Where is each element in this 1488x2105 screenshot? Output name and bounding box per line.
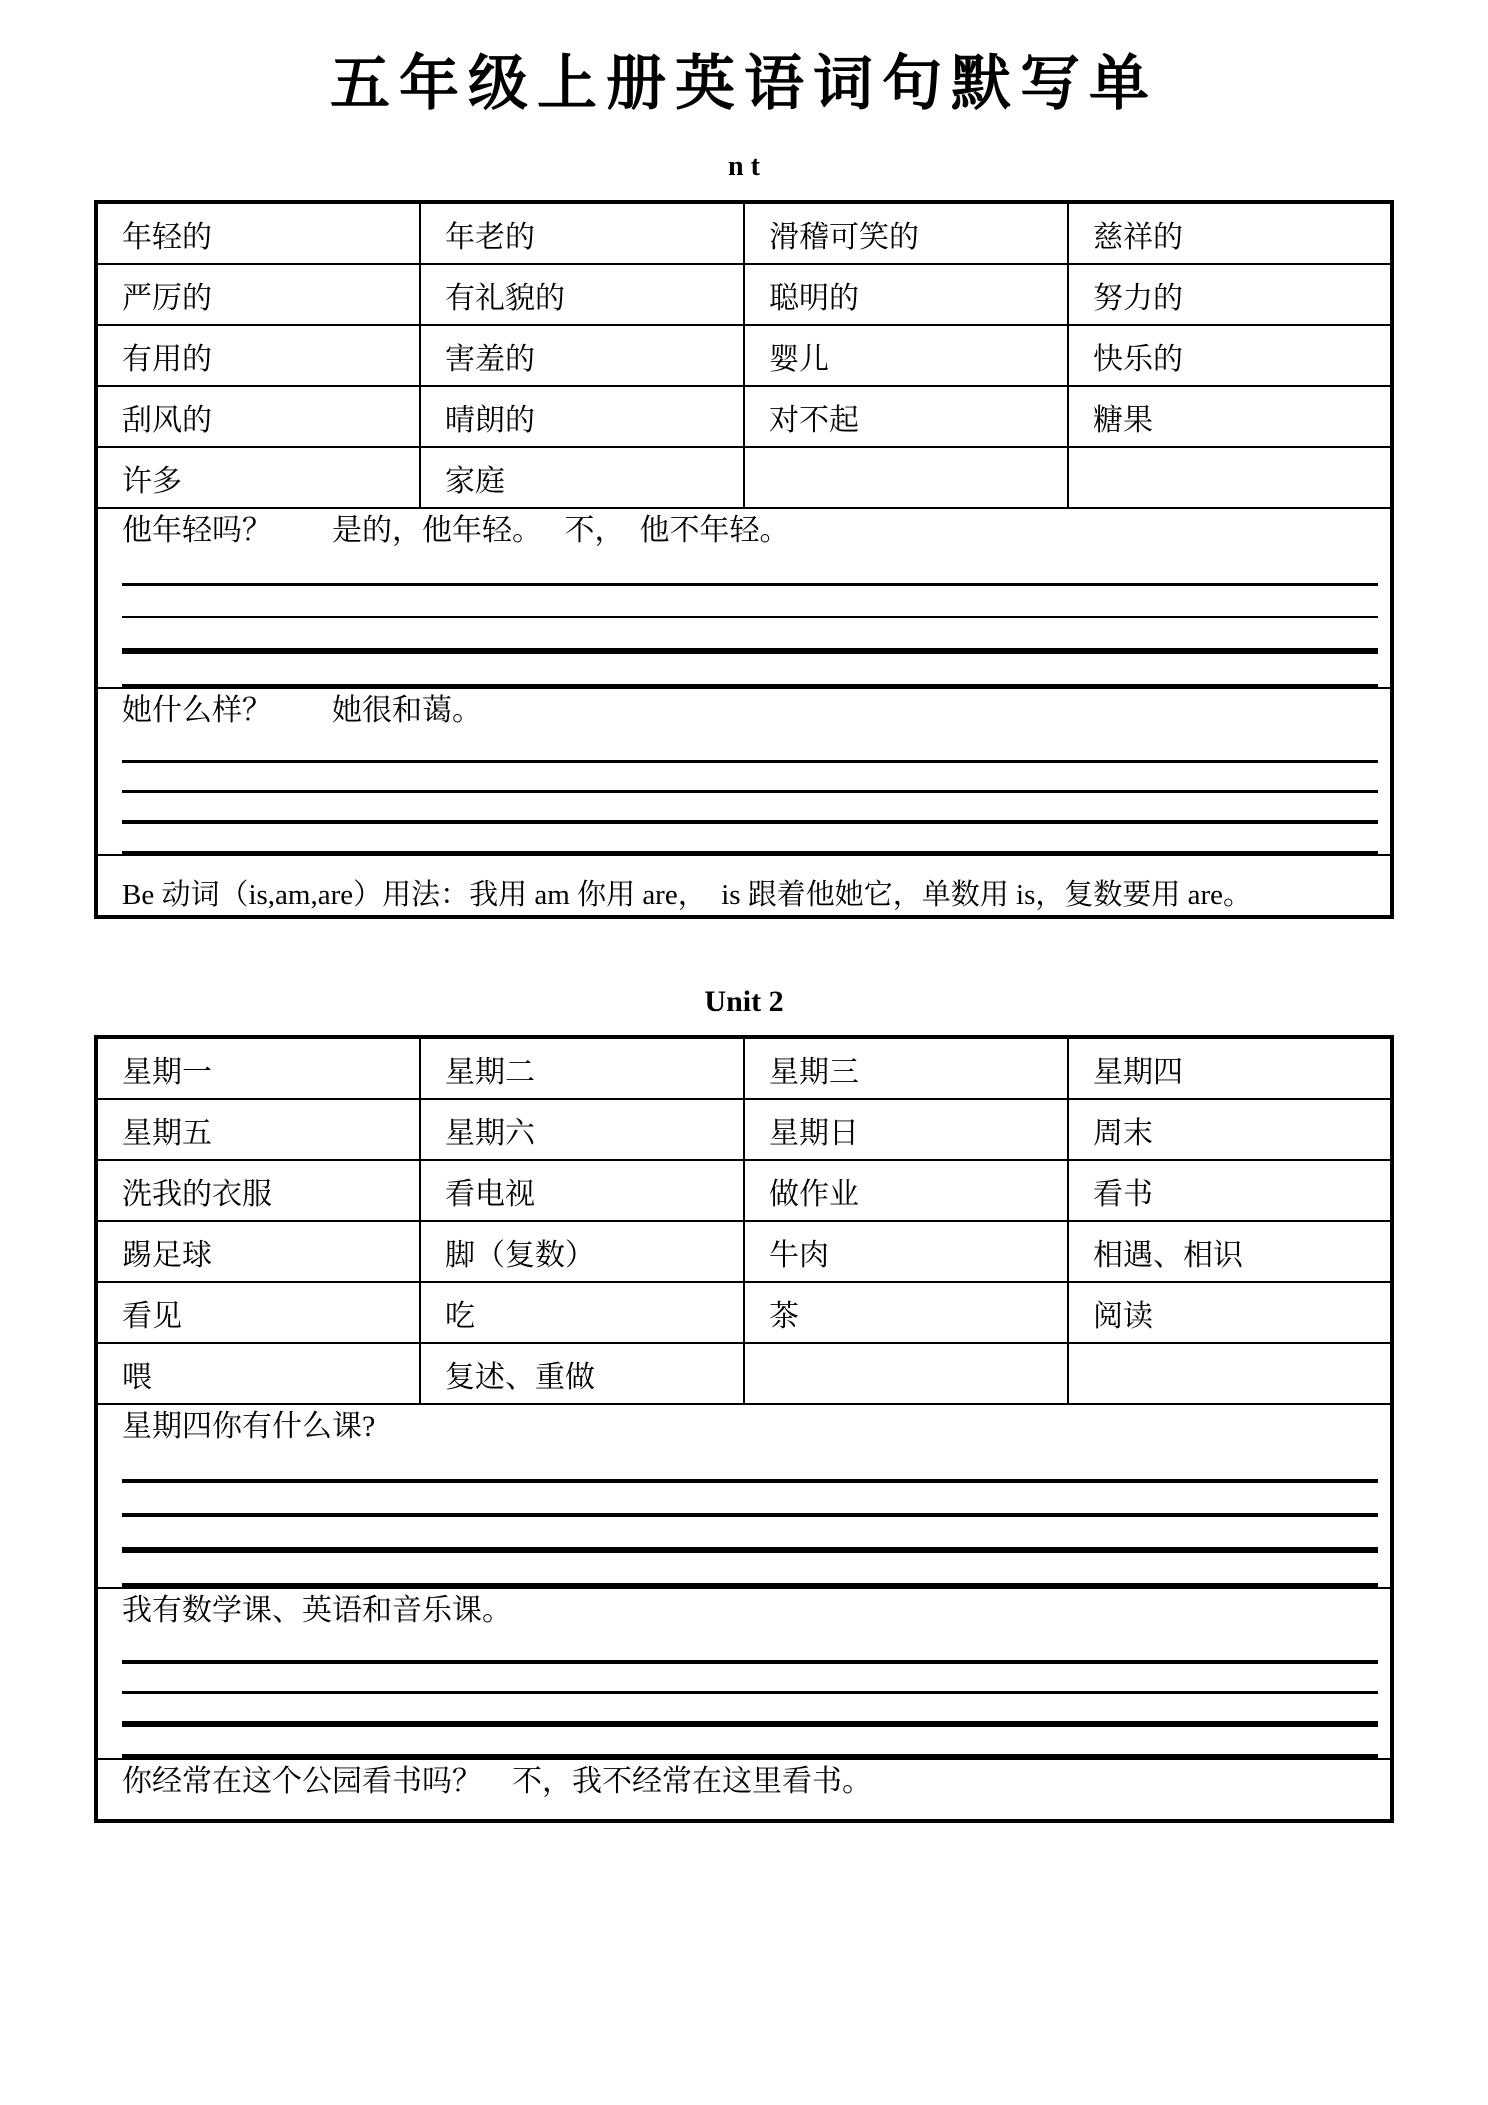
note-row bbox=[96, 855, 1392, 917]
writing-line bbox=[122, 586, 1378, 618]
sentence-cell bbox=[96, 508, 1392, 688]
table-row bbox=[96, 264, 1392, 325]
writing-line bbox=[122, 1553, 1378, 1587]
word-cell: 许多 bbox=[96, 447, 420, 508]
writing-line bbox=[122, 1633, 1378, 1664]
sentence-row bbox=[96, 1759, 1392, 1821]
word-cell: 洗我的衣服 bbox=[96, 1160, 420, 1221]
table-row bbox=[96, 202, 1392, 264]
writing-line bbox=[122, 618, 1378, 654]
word-cell: 家庭 bbox=[420, 447, 744, 508]
sentence-cell bbox=[96, 1404, 1392, 1588]
table-row bbox=[96, 386, 1392, 447]
table-row bbox=[96, 325, 1392, 386]
word-cell: 晴朗的 bbox=[420, 386, 744, 447]
word-cell: 刮风的 bbox=[96, 386, 420, 447]
writing-line bbox=[122, 1727, 1378, 1758]
writing-line bbox=[122, 1449, 1378, 1483]
table-row bbox=[96, 1099, 1392, 1160]
table-row bbox=[96, 1221, 1392, 1282]
word-cell: 快乐的 bbox=[1068, 325, 1392, 386]
word-cell: 年老的 bbox=[420, 202, 744, 264]
word-cell: 星期二 bbox=[420, 1037, 744, 1099]
writing-line bbox=[122, 1483, 1378, 1517]
sentence-text: 我有数学课、英语和音乐课。 bbox=[122, 1594, 512, 1627]
writing-line bbox=[122, 824, 1378, 854]
word-cell bbox=[744, 447, 1068, 508]
word-cell: 脚（复数） bbox=[420, 1221, 744, 1282]
unit1-heading: n t bbox=[728, 151, 760, 182]
word-cell: 星期三 bbox=[744, 1037, 1068, 1099]
table-row bbox=[96, 1160, 1392, 1221]
writing-line bbox=[122, 553, 1378, 586]
word-cell: 害羞的 bbox=[420, 325, 744, 386]
word-cell: 星期四 bbox=[1068, 1037, 1392, 1099]
word-cell: 看书 bbox=[1068, 1160, 1392, 1221]
sentence-row bbox=[96, 508, 1392, 688]
word-cell: 星期五 bbox=[96, 1099, 420, 1160]
word-cell: 有礼貌的 bbox=[420, 264, 744, 325]
word-cell: 聪明的 bbox=[744, 264, 1068, 325]
writing-line bbox=[122, 793, 1378, 824]
sentence-text: 星期四你有什么课? bbox=[122, 1410, 376, 1443]
word-cell: 有用的 bbox=[96, 325, 420, 386]
sentence-row bbox=[96, 688, 1392, 855]
word-cell: 星期六 bbox=[420, 1099, 744, 1160]
word-cell: 糖果 bbox=[1068, 386, 1392, 447]
table-row bbox=[96, 447, 1392, 508]
writing-line bbox=[122, 654, 1378, 687]
word-cell: 严厉的 bbox=[96, 264, 420, 325]
sentence-cell bbox=[96, 688, 1392, 855]
word-cell: 吃 bbox=[420, 1282, 744, 1343]
word-cell: 婴儿 bbox=[744, 325, 1068, 386]
sentence-text: 她什么样？ 她很和蔼。 bbox=[122, 694, 482, 727]
sentence-row bbox=[96, 1588, 1392, 1759]
word-cell: 慈祥的 bbox=[1068, 202, 1392, 264]
word-cell: 努力的 bbox=[1068, 264, 1392, 325]
word-cell: 喂 bbox=[96, 1343, 420, 1404]
writing-line bbox=[122, 1694, 1378, 1727]
writing-line bbox=[122, 763, 1378, 793]
writing-line bbox=[122, 1517, 1378, 1553]
word-cell: 牛肉 bbox=[744, 1221, 1068, 1282]
word-cell bbox=[1068, 1343, 1392, 1404]
word-cell: 看见 bbox=[96, 1282, 420, 1343]
word-cell: 茶 bbox=[744, 1282, 1068, 1343]
unit2-heading: Unit 2 bbox=[704, 985, 784, 1018]
sentence-text: 他年轻吗？ 是的，他年轻。 不， 他不年轻。 bbox=[122, 514, 790, 547]
word-cell: 相遇、相识 bbox=[1068, 1221, 1392, 1282]
word-cell bbox=[1068, 447, 1392, 508]
table-row bbox=[96, 1282, 1392, 1343]
word-cell: 做作业 bbox=[744, 1160, 1068, 1221]
sentence-text: 你经常在这个公园看书吗？ 不，我不经常在这里看书。 bbox=[122, 1765, 872, 1798]
word-cell: 阅读 bbox=[1068, 1282, 1392, 1343]
word-cell: 对不起 bbox=[744, 386, 1068, 447]
word-cell: 滑稽可笑的 bbox=[744, 202, 1068, 264]
writing-line bbox=[122, 733, 1378, 763]
word-cell: 年轻的 bbox=[96, 202, 420, 264]
table-row bbox=[96, 1037, 1392, 1099]
word-cell: 踢足球 bbox=[96, 1221, 420, 1282]
word-cell: 星期日 bbox=[744, 1099, 1068, 1160]
table-row bbox=[96, 1343, 1392, 1404]
unit1-table bbox=[94, 200, 1394, 919]
word-cell: 星期一 bbox=[96, 1037, 420, 1099]
writing-line bbox=[122, 1664, 1378, 1694]
note-cell bbox=[96, 855, 1392, 917]
page-title: 五年级上册英语词句默写单 bbox=[330, 50, 1158, 117]
sentence-cell bbox=[96, 1759, 1392, 1821]
word-cell bbox=[744, 1343, 1068, 1404]
unit2-table bbox=[94, 1035, 1394, 1823]
word-cell: 看电视 bbox=[420, 1160, 744, 1221]
sentence-cell bbox=[96, 1588, 1392, 1759]
word-cell: 周末 bbox=[1068, 1099, 1392, 1160]
grammar-note-text: Be 动词（is,am,are）用法：我用 am 你用 are， is 跟着他她它，单数用 is，复数要用 are。 bbox=[122, 879, 1253, 911]
sentence-row bbox=[96, 1404, 1392, 1588]
word-cell: 复述、重做 bbox=[420, 1343, 744, 1404]
